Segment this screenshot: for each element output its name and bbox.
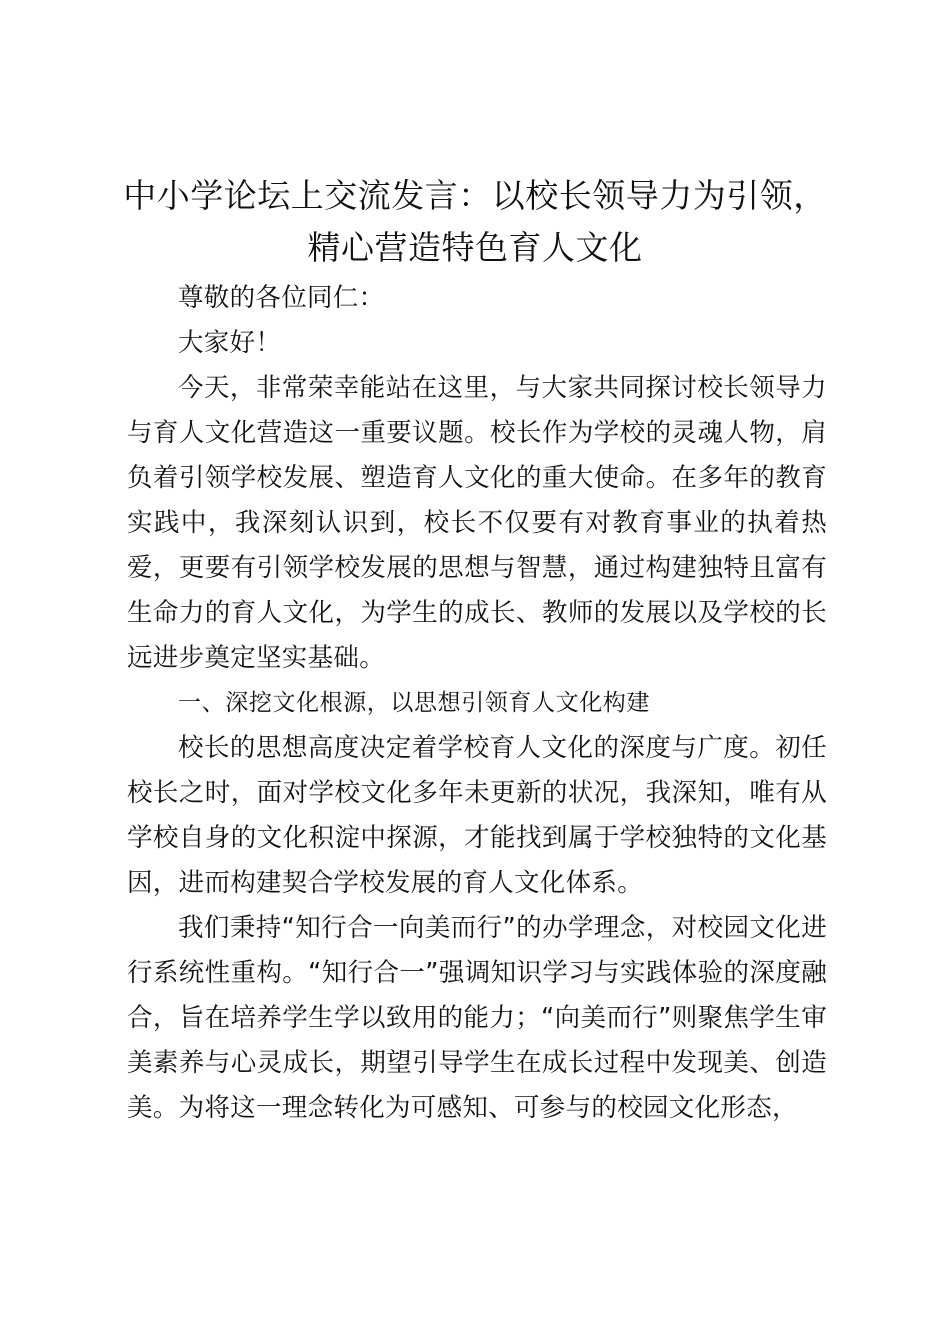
section-heading-1: 一、深挖文化根源，以思想引领育人文化构建 xyxy=(178,690,650,716)
title-line-2: 精心营造特色育人文化 xyxy=(307,228,643,267)
salutation: 尊敬的各位同仁： xyxy=(178,283,385,313)
document-body xyxy=(127,276,827,1131)
intro-paragraph: 今天，非常荣幸能站在这里，与大家共同探讨校长领导力与育人文化营造这一重要议题。校长作为学校的灵魂人物，肩负着引领学校发展、塑造育人文化的重大使命。在多年的教育实践中，我深刻认识到，校长不仅要有对教育事业的执着热爱，更要有引领学校发展的思想与智慧，通过构建独特且富有生命力的育人文化，为学生的成长、教师的发展以及学校的长远进步奠定坚实基础。 xyxy=(127,373,827,673)
document-title xyxy=(110,170,840,274)
title-line-1: 中小学论坛上交流发言：以校长领导力为引领， xyxy=(123,176,827,215)
section1-paragraph-1: 校长的思想高度决定着学校育人文化的深度与广度。初任校长之时，面对学校文化多年未更新的状况，我深知，唯有从学校自身的文化积淀中探源，才能找到属于学校独特的文化基因，进而构建契合学校发展的育人文化体系。 xyxy=(127,733,827,898)
section1-paragraph-2: 我们秉持“知行合一向美而行”的办学理念，对校园文化进行系统性重构。“知行合一”强调知识学习与实践体验的深度融合，旨在培养学生学以致用的能力；“向美而行”则聚焦学生审美素养与心灵成长，期望引导学生在成长过程中发现美、创造美。为将这一理念转化为可感知、可参与的校园文化形态， xyxy=(127,913,827,1123)
greeting: 大家好！ xyxy=(178,328,282,358)
